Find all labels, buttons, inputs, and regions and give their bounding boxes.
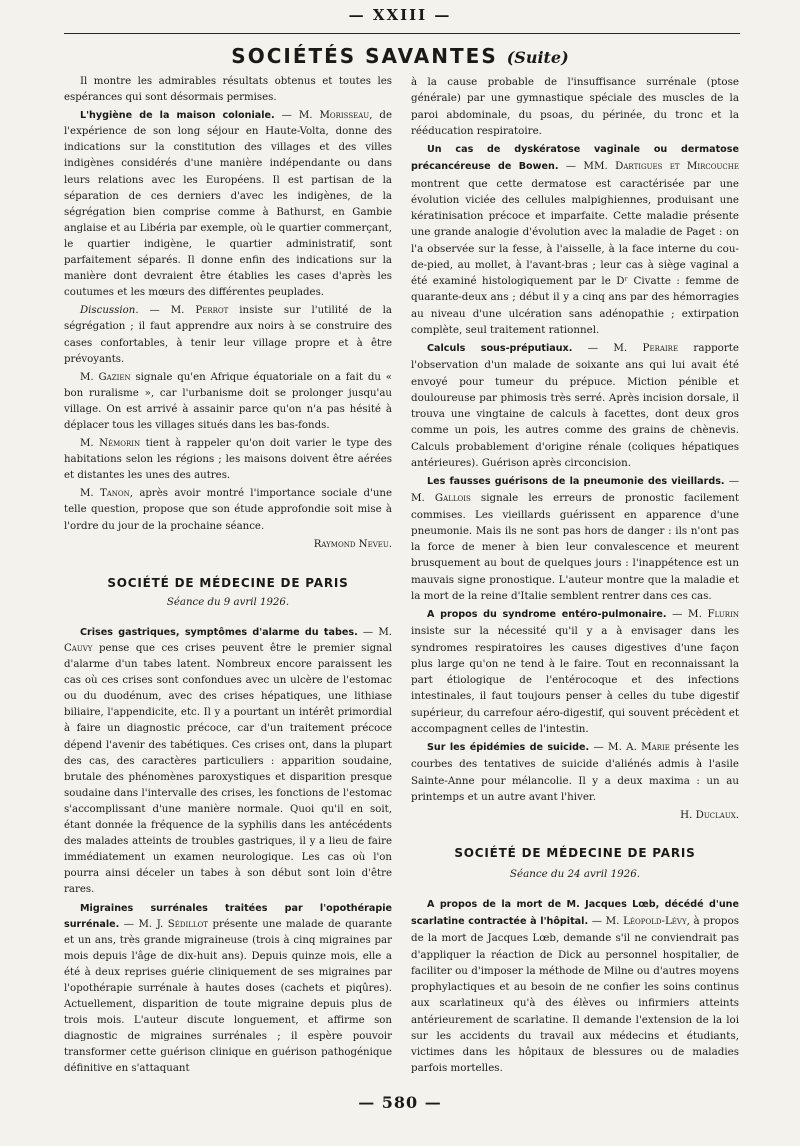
page-number: — 580 — bbox=[358, 1093, 442, 1112]
item-body: , après avoir montré l'importance sociale d'une telle question, propose que son étude approfondie soit mise à l'ordre du jour de la prochaine séance. bbox=[64, 488, 392, 532]
item-heading: A propos du syndrome entéro-pulmonaire. bbox=[427, 609, 667, 620]
prefix: M. bbox=[80, 371, 99, 383]
separator: — M. bbox=[411, 475, 740, 505]
item-body: insiste sur la nécessité qu'il y a à envisager dans les syndromes respiratoires les causes digestives d'une façon plus large qu'on ne tend à le faire. Tout en reconnaissant la part étiologique de l'entérocoque et des infections intestinales, il faut toujours penser à celles du tube digestif supérieur, du carrefour aéro-digestif, qui souvent précèdent et accompagnent celles de l'intestin. bbox=[411, 625, 739, 735]
item-heading: Sur les épidémies de suicide. bbox=[427, 742, 590, 753]
paragraph bbox=[64, 901, 392, 1078]
paragraph bbox=[411, 896, 739, 1077]
item-body: tient à rappeler qu'on doit varier le type des habitations selon les régions ; les maisons doivent être aérées et distantes les unes des autres. bbox=[64, 438, 392, 482]
author-name: Cauvy bbox=[64, 643, 93, 654]
separator: — M. bbox=[357, 626, 392, 638]
left-column bbox=[64, 74, 392, 1080]
paragraph bbox=[411, 141, 739, 338]
right-column bbox=[411, 74, 739, 1079]
roman-page-number: — XXIII — bbox=[348, 6, 452, 24]
item-heading: Les fausses guérisons de la pneumonie des vieillards. bbox=[427, 476, 725, 487]
seance-date: Séance du 24 avril 1926. bbox=[509, 867, 641, 880]
paragraph bbox=[411, 606, 739, 737]
item-body: signale les erreurs de pronostic facilement commises. Les vieillards guérissent en apparence d'une pneumonie. Mais ils ne sont pas hors de danger : ils n'ont pas la force de mener à bien leur convalescence et meurent brusquement au bout de quelques jours : l'inappétence est un mauvais signe pronostique. L'auteur montre que la maladie et la mort de la reine d'Italie semblent rentrer dans ces cas. bbox=[411, 492, 739, 602]
separator: — M. bbox=[588, 915, 624, 927]
author-name: Morisseau bbox=[319, 110, 370, 122]
item-heading: Migraines surrénales traitées par l'opothérapie surrénale. bbox=[64, 902, 392, 930]
society-title: SOCIÉTÉ DE MÉDECINE DE PARIS bbox=[454, 846, 696, 861]
author-name: Léopold-Lévy bbox=[623, 915, 687, 927]
author-name: Dartigues et Mircouche bbox=[615, 160, 739, 173]
separator: — M. bbox=[666, 608, 708, 620]
society-title: SOCIÉTÉ DE MÉDECINE DE PARIS bbox=[107, 575, 349, 590]
header-rule-top bbox=[64, 33, 740, 34]
item-heading: Calculs sous-préputiaux. bbox=[427, 343, 573, 354]
item-heading: Un cas de dyskératose vaginale ou dermatose précancéreuse de Bowen. bbox=[411, 144, 739, 173]
paragraph bbox=[411, 473, 739, 604]
discussion-label: Discussion. bbox=[80, 305, 139, 317]
item-body: présente les courbes des tentatives de suicide d'aliénés admis à l'asile Sainte-Anne pour mélancolie. Il y a deux maxima : un au printemps et un autre avant l'hiver. bbox=[411, 741, 739, 803]
author-name: Sédillot bbox=[167, 918, 208, 930]
author-name: Gallois bbox=[434, 492, 471, 505]
item-body: rapporte l'observation d'un malade de soixante ans qui lui avait été envoyé pour tumeur du prépuce. Miction pénible et douloureuse par phimosis très serré. Après incision dorsale, il trouva une vingtaine de calculs à facettes, dont deux gros comme un pois, les autres comme des grains de chènevis. Calculs probablement d'origine rénale (coliques hépatiques antérieures). Guérison après circoncision. bbox=[411, 342, 740, 469]
item-heading: Crises gastriques, symptômes d'alarme du tabes. bbox=[80, 626, 358, 638]
item-body: pense que ces crises peuvent être le premier signal d'alarme d'un tabes latent. Nombreux encore paraissent les cas où ces crises sont confondues avec un ulcère de l'estomac ou du duodénum, avec des crises hépatiques, une lithiase biliaire, l'appendicite, etc. Il y a pourtant un intérêt primordial à faire un diagnostic précoce, car d'un traitement précoce dépend l'avenir des tabétiques. Ces crises ont, dans la plupart des cas, des caractères particuliers : apparition soudaine, brutale des phénomènes paroxystiques et disparition presque soudaine dans l'intervalle des crises, les fonctions de l'estomac s'accomplissant d'une manière normale. Quoi qu'il en soit, étant donnée la fréquence de la syphilis dans les antécédents des malades atteints de troubles gastriques, il y a lieu de faire immédiatement un examen neurologique. Les cas où l'on pourra ainsi déceler un tabes à son début sont loin d'être rares. bbox=[64, 643, 392, 896]
paragraph bbox=[411, 340, 739, 471]
paragraph bbox=[64, 303, 392, 367]
author-name: Peraire bbox=[642, 342, 679, 354]
section-title bbox=[0, 44, 800, 68]
item-body: insiste sur l'utilité de la ségrégation ; il faut apprendre aux noirs à se construire des cases confortables, à tenir leur village propre et à être prévoyants. bbox=[64, 305, 392, 365]
author-name: Tanon bbox=[99, 488, 130, 500]
separator: — M. bbox=[138, 305, 196, 317]
separator: — M. J. bbox=[119, 918, 168, 930]
paragraph bbox=[411, 739, 739, 805]
author-name: Gazien bbox=[98, 371, 131, 383]
prefix: M. bbox=[80, 438, 100, 450]
paragraph bbox=[64, 108, 392, 301]
author-name: Némorin bbox=[99, 438, 141, 450]
seance-date: Séance du 9 avril 1926. bbox=[166, 596, 290, 608]
item-body: signale qu'en Afrique équatoriale on a fait du « bon ruralisme », car l'urbanisme doit se prolonger jusqu'au village. On est arrivé à assainir parce qu'on n'a pas hésité à déplacer tous les villages situés dans les bas-fonds. bbox=[64, 371, 392, 431]
separator: — M. A. bbox=[589, 741, 642, 753]
item-body: présente une malade de quarante et un ans, très grande migraineuse (trois à cinq migraines par mois depuis l'âge de dix-huit ans). Depuis quinze mois, elle a été à deux reprises guérie cliniquement de ses migraines par l'opothérapie surrénale à hautes doses (cachets et piqûres). Actuellement, disparition de toute migraine depuis plus de trois mois. L'auteur discute longuement, et affirme son diagnostic de migraines surrénales ; il espère pouvoir transformer cette guérison clinique en guérison pathogénique définitive en s'attaquant bbox=[64, 918, 392, 1075]
paragraph: Il montre les admirables résultats obtenus et toutes les espérances qui sont désormais permises. bbox=[64, 76, 392, 104]
signature: H. Duclaux. bbox=[680, 809, 739, 821]
item-heading: A propos de la mort de M. Jacques Lœb, décédé d'une scarlatine contractée à l'hôpital. bbox=[411, 898, 739, 927]
item-heading: L'hygiène de la maison coloniale. bbox=[80, 110, 275, 122]
section-suite: (Suite) bbox=[506, 48, 569, 67]
signature: Raymond Neveu. bbox=[313, 538, 392, 550]
item-body: , de l'expérience de son long séjour en Haute-Volta, donne des indications sur la constitution des villages et des villes indigènes considérés d'une manière indépendante ou dans leurs relations avec les Européens. Il est partisan de la séparation de ces derniers d'avec les indigènes, de la ségrégation bien comprise comme à Bathurst, en Gambie anglaise et au Libéria par exemple, où le quartier commerçant, le quartier indigène, le quartier administratif, sont parfaitement séparés. Il donne enfin des indications sur la manière dont devraient être établies les cases d'après les coutumes et les mœurs des différentes peuplades. bbox=[64, 110, 392, 299]
separator: — M. bbox=[274, 110, 320, 122]
author-name: Perrot bbox=[195, 305, 229, 317]
item-body: montrent que cette dermatose est caractérisée par une évolution viciée des cellules malpighiennes, produisant une kératinisation précoce et imparfaite. Cette maladie présente une grande analogie d'évolution avec la maladie de Paget : on l'a observée sur la fesse, à l'aisselle, à la face interne du cou-de-pied, au mollet, à l'avant-bras ; leur cas à siège vaginal a été examiné histologiquement par le Dʳ Civatte : femme de quarante-deux ans ; début il y a cinq ans par des hémorragies au niveau d'une ulcération sans adénopathie ; extirpation complète, seul traitement rationnel. bbox=[411, 177, 739, 336]
author-name: Marie bbox=[641, 741, 670, 753]
item-body: , à propos de la mort de Jacques Lœb, demande s'il ne conviendrait pas d'appliquer la réaction de Dick au personnel hospitalier, de faciliter ou d'imposer la méthode de Milne ou d'autres moyens prophylactiques et au besoin de ne confier les soins continus aux scarlatineux qu'à des élèves ou infirmiers atteints antérieurement de scarlatine. Il demande l'extension de la loi sur les accidents du travail aux médecins et étudiants, victimes dans les hôpitaux de blessures ou de maladies parfois mortelles. bbox=[411, 915, 739, 1075]
separator: — M. bbox=[572, 342, 643, 354]
paragraph: à la cause probable de l'insuffisance surrénale (ptose générale) par une gymnastique spéciale des muscles de la paroi abdominale, du psoas, du périnée, du tronc et la rééducation respiratoire. bbox=[411, 76, 739, 137]
section-title-text: SOCIÉTÉS SAVANTES bbox=[231, 44, 498, 68]
prefix: M. bbox=[80, 488, 100, 500]
separator: — MM. bbox=[558, 160, 616, 173]
author-name: Flurin bbox=[707, 608, 739, 620]
paragraph bbox=[64, 486, 392, 534]
paragraph bbox=[64, 370, 392, 434]
paragraph bbox=[64, 436, 392, 484]
paragraph bbox=[64, 625, 392, 899]
